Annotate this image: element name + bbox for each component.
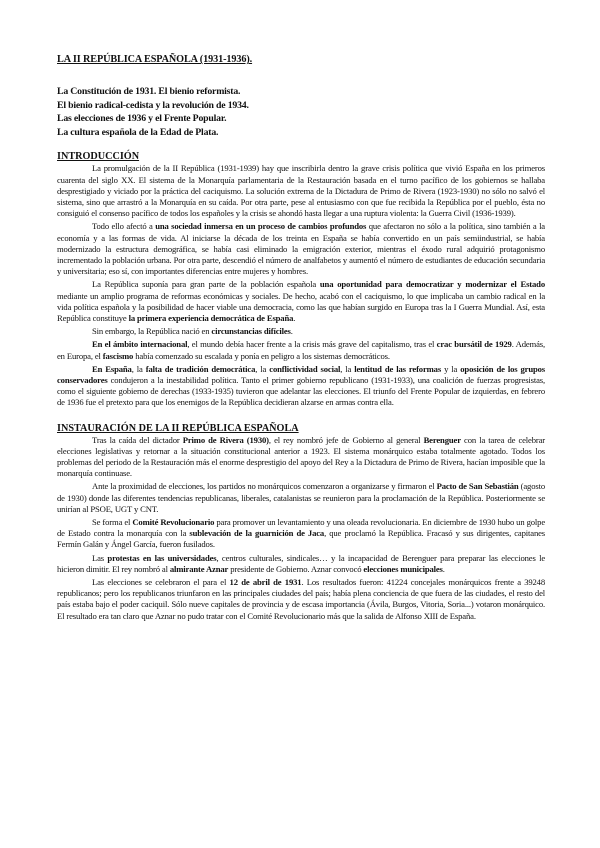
paragraph-text: Sin embargo, la República nació en [92,326,212,337]
paragraph-text: , el mundo debía hacer frente a la crisis más grave del capitalismo, tras el [187,339,437,350]
bold-text: conflictividad social [269,363,341,374]
section-heading-instauracion: INSTAURACIÓN DE LA II REPÚBLICA ESPAÑOLA [57,422,299,434]
section-heading-introduccion: INTRODUCCIÓN [57,151,140,163]
bold-text: oposición de los grupos conservadores [57,363,545,386]
topic-item: La cultura española de la Edad de Plata. [57,126,219,138]
bold-text: almirante Aznar [169,563,229,574]
body-paragraph [57,339,545,361]
paragraph-text: , la [340,363,355,374]
bold-text: sublevación de la guarnición de Jaca [189,528,325,539]
paragraph-text: , la [255,363,270,374]
bold-text: Pacto de San Sebastián [436,481,519,492]
body-paragraph [57,517,545,551]
body-paragraph [57,279,545,324]
paragraph-text: . [442,563,445,574]
bold-text: protestas en las universidades [107,552,217,563]
bold-text: Berenguer [423,434,461,445]
paragraph-text: . [290,326,293,337]
paragraph-text: . Los resultados fueron: 41224 concejales monárquicos frente a 39248 republicanos; pero los republicanos triunfaron en las principales ciudades del país; había plena conciencia de que fuera de las ciudades, el resto del país estaba bajo el poder caciquil. Sólo nueve capitales de provincia y de escasa importancia (Ávila, Burgos, Vitoria, Soria...) votaron monárquico. El resultado era tan claro que Aznar no pudo tratar con el Comité Revolucionario más que la salida de Alfonso XIII de España. [57,577,546,621]
paragraph-text: había comenzado su escalada y ponía en peligro a los sistemas democráticos. [133,350,390,361]
paragraph-text: , que proclamó la República. Fracasó y sus dirigentes, capitanes Fermín Galán y Ángel García, fueron fusilados. [57,528,545,550]
bold-text: lentitud de las reformas [354,363,442,374]
paragraph-text: , centros culturales, sindicales… y la incapacidad de Berenguer para preparar las elecciones le hicieron dimitir. El rey nombró al [57,552,545,574]
section-body-introduccion [57,163,545,408]
paragraph-text: Todo ello afectó a [92,221,156,232]
document-title: LA II REPÚBLICA ESPAÑOLA (1931-1936). [57,54,253,65]
bold-text: En el ámbito internacional [92,339,188,350]
paragraph-text: Ante la proximidad de elecciones, los partidos no monárquicos comenzaron a organizarse y firmaron el [92,481,437,492]
topic-item: El bienio radical-cedista y la revolución de 1934. [57,99,249,111]
bold-text: una oportunidad para democratizar y modernizar el Estado [319,279,545,290]
paragraph-text: y la [441,363,461,374]
paragraph-text: Las elecciones se celebraron el para el [92,577,230,588]
paragraph-text: para promover un levantamiento y una oleada revolucionaria. En diciembre de 1930 hubo un golpe de Estado contra la monarquía con la [57,517,545,539]
paragraph-text: presidente de Gobierno. Aznar convocó [228,563,364,574]
paragraph-text: La República suponía para gran parte de la población española [92,279,320,290]
bold-text: crac bursátil de 1929 [436,339,512,350]
body-paragraph [57,553,545,575]
bold-text: Comité Revolucionario [132,517,215,528]
paragraph-text: condujeron a la inestabilidad política. Tanto el primer gobierno republicano (1931-1933), una coalición de fuerzas progresistas, como el siguiente gobierno de derechas (1933-1935) tuvieron que adelantar las elecciones. El triunfo del Frente Popular de izquierdas, en febrero de 1936 fue el pretexto para que los enemigos de la República decidieran alzarse en armas contra ella. [57,375,545,408]
paragraph-text: . [293,313,296,324]
body-paragraph [57,435,545,480]
bold-text: 12 de abril de 1931 [229,577,302,588]
body-paragraph [57,326,545,337]
topics-list [57,85,545,139]
paragraph-text: Las [92,552,108,563]
paragraph-text: , la [131,363,146,374]
document-page [57,54,545,622]
bold-text: En España [92,363,132,374]
bold-text: una sociedad inmersa en un proceso de cambios profundos [155,221,367,232]
body-paragraph [57,577,545,622]
bold-text: fascismo [102,350,134,361]
body-paragraph [57,221,545,277]
paragraph-text: , el rey nombró jefe de Gobierno al general [268,434,424,445]
topic-item: Las elecciones de 1936 y el Frente Popular. [57,113,227,125]
body-paragraph [57,481,545,515]
paragraph-text: mediante un amplio programa de reformas económicas y sociales. De hecho, acabó con el caciquismo, lo que implicaba un cambio radical en la vida política española y la posibilidad de hacer viable una democracia, como las que habían surgido en Europa tras la I Guerra Mundial. Así, esta República constituye [57,290,545,324]
bold-text: la primera experiencia democrática de España [128,313,294,324]
paragraph-text: Se forma el [92,517,133,528]
section-body-instauracion [57,435,545,622]
bold-text: circunstancias difíciles [211,326,291,337]
bold-text: falta de tradición democrática [145,363,256,374]
paragraph-text: La promulgación de la II República (1931-1939) hay que inscribirla dentro la grave crisis política que vivió España en los primeros cuarenta del siglo XX. El sistema de la Monarquía parlamentaria de la Restauración basada en el turno pacífico de los gobiernos se hallaba desprestigiado y viciado por la práctica del caciquismo. La solución extrema de la Dictadura de Primo de Rivera (1923-1930) no sólo no salvó el sistema, sino que arrastró a la Monarquía en su caída. Por otra parte, pese al entusiasmo con que fue recibida la República por el pueblo, ésta no consiguió el consenso pacífico de todos los españoles y la crisis se ahondó hasta llegar a una ruptura violenta: la Guerra Civil (1936-1939). [57,163,545,219]
paragraph-text: (agosto de 1930) donde las diferentes tendencias republicanas, liberales, catalanistas se reunieron para la proclamación de la República. Posteriormente se unirían al PSOE, UGT y CNT. [57,481,545,514]
body-paragraph [57,364,545,409]
bold-text: elecciones municipales [363,563,443,574]
paragraph-text: Tras la caída del dictador [92,434,183,445]
topic-item: La Constitución de 1931. El bienio reformista. [57,86,241,97]
paragraph-text: . Además, en Europa, el [57,339,546,361]
paragraph-text: que afectaron no sólo a la política, sino también a la economía y a las formas de vida. Al iniciarse la década de los treinta en España se había convertido en un país semiindustrial, se había modernizado la estructura demográfica, se había casi eliminado la emigración exterior, mientras el éxodo rural adquirió protagonismo incrementado la población urbana. Por otra parte, descendió el número de analfabetos y aumentó el número de estudiantes de educación secundaria y universitaria; eso sí, con importantes diferencias entre mujeres y hombres. [57,221,545,277]
paragraph-text: con la tarea de celebrar elecciones legislativas y retornar a la situación constitucional anterior a 1923. El sistema monárquico estaba totalmente agotado. Todos los problemas del periodo de la Restauración más el enorme desprestigio del apoyo del Rey a la Dictadura de Primo de Rivera, hacían imposible que la monarquía continuase. [57,434,546,479]
body-paragraph [57,163,545,219]
bold-text: Primo de Rivera (1930) [182,434,269,445]
